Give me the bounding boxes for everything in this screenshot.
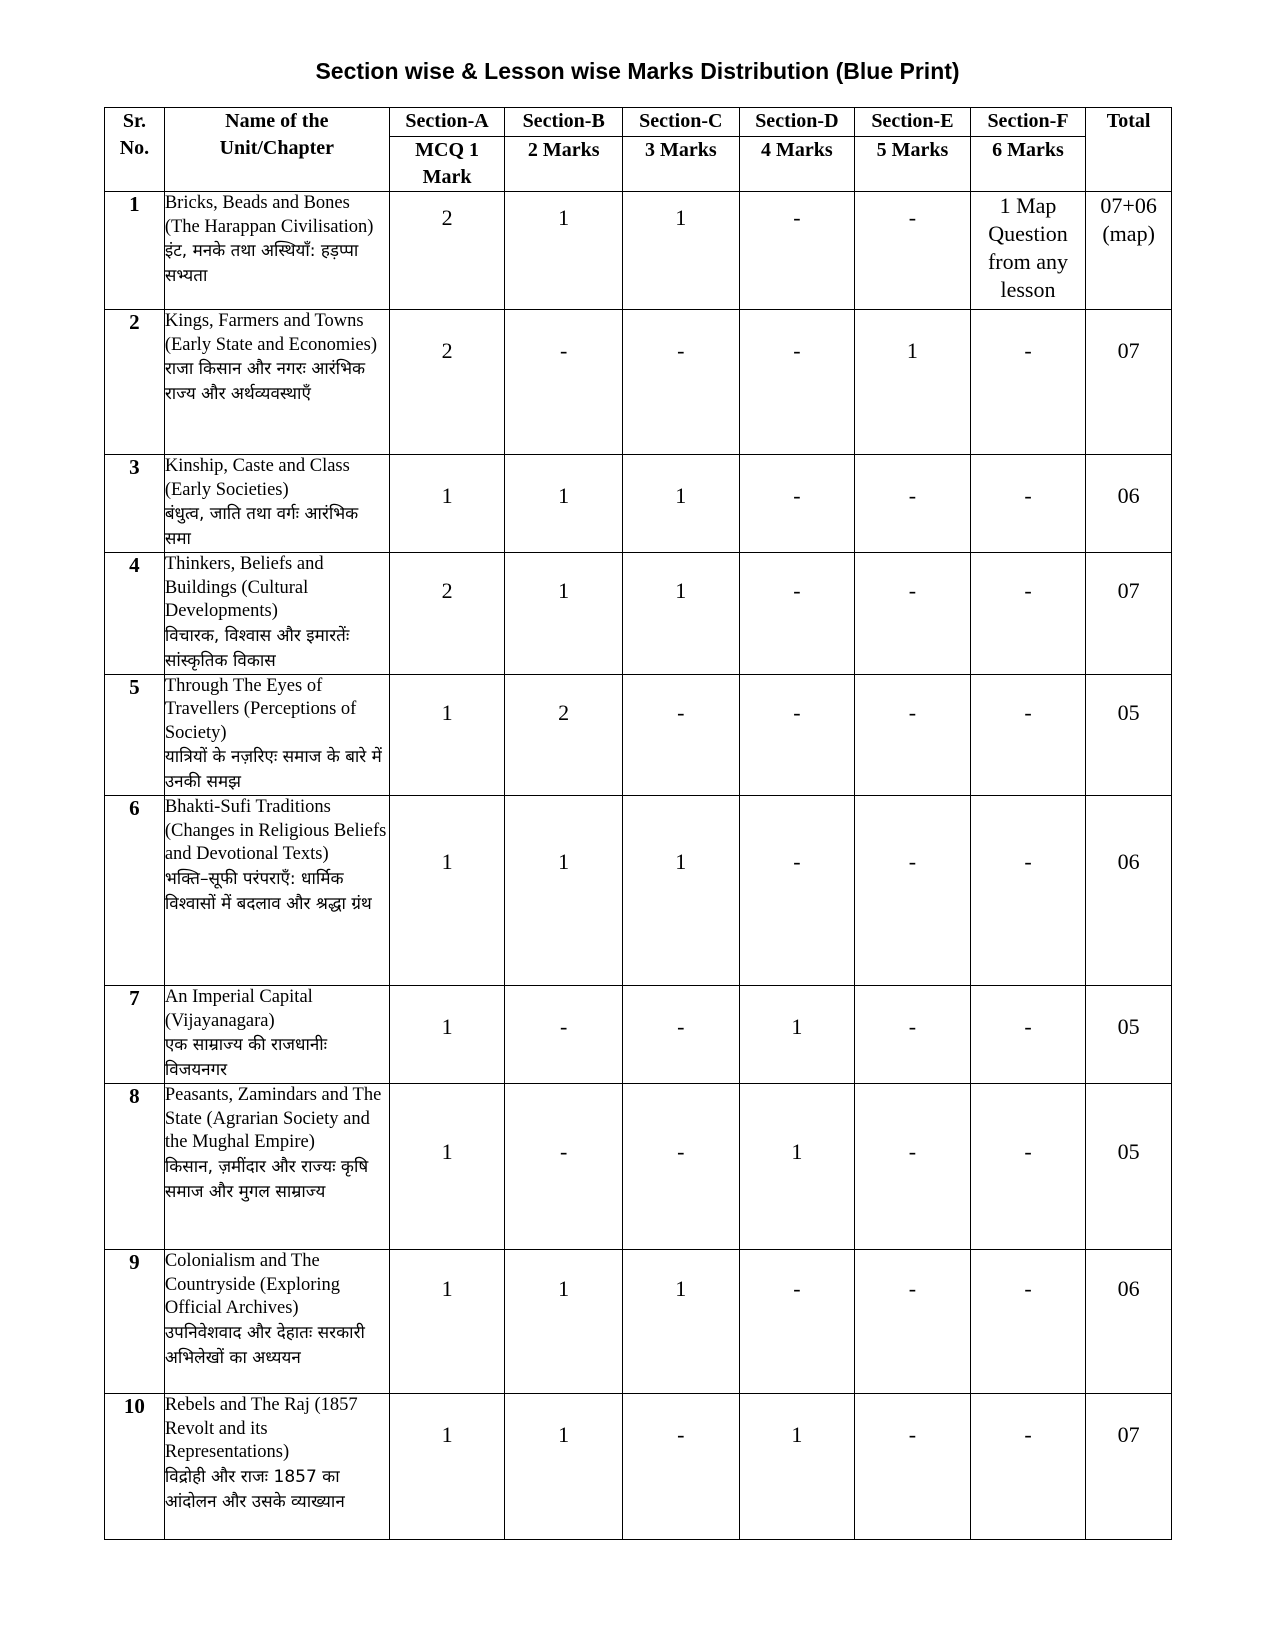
table-row [105,1394,1172,1540]
row-sr-no: 2 [105,310,165,455]
cell-value: 05 [1117,699,1140,725]
row-sr-no: 7 [105,986,165,1084]
header-section-a-marks: MCQ 1 Mark [389,137,505,192]
row-section-e-marks [855,553,971,675]
row-section-e-marks [855,1250,971,1394]
cell-value: 07 [1117,1422,1140,1447]
row-sr-no: 5 [105,674,165,796]
row-section-e-marks [855,192,971,310]
row-section-b-marks [505,455,623,553]
cell-value: - [1024,699,1032,725]
row-section-b-marks [505,310,623,455]
row-section-f-marks [970,455,1086,553]
cell-value: 1 [441,849,453,874]
cell-value: 1 [558,849,570,874]
header-unit-chapter: Name of the Unit/Chapter [164,108,389,192]
chapter-name-hindi: विचारक, विश्वास और इमारतेंः सांस्कृतिक विकास [164,625,350,671]
cell-value: - [793,338,801,363]
chapter-name-hindi: उपनिवेशवाद और देहातः सरकारी अभिलेखों का अध्ययन [164,1322,365,1368]
row-chapter-name [164,674,389,796]
row-section-a-marks [389,1394,505,1540]
cell-value: 05 [1117,1014,1140,1039]
row-section-a-marks [389,986,505,1084]
chapter-name-hindi: एक साम्राज्य की राजधानीः विजयनगर [164,1035,328,1080]
row-section-f-marks [970,553,1086,675]
row-section-e-marks [855,310,971,455]
cell-value: - [1024,483,1032,508]
row-section-c-marks [622,455,739,553]
cell-value: - [793,849,801,874]
cell-value: - [1024,1276,1032,1301]
row-section-d-marks [739,1084,855,1250]
cell-value: - [677,1422,685,1447]
row-section-e-marks [855,674,971,796]
chapter-name-english: Through The Eyes of Travellers (Perceptions of Society) [164,675,357,743]
page-title: Section wise & Lesson wise Marks Distribution (Blue Print) [315,58,960,84]
chapter-name-english: Kinship, Caste and Class (Early Societies) [164,456,350,500]
row-section-b-marks [505,986,623,1084]
table-row [105,674,1172,796]
cell-value: - [677,1014,685,1039]
cell-value: 1 [558,205,570,230]
cell-value: 1 [791,1422,803,1447]
row-section-b-marks [505,1394,623,1540]
row-section-e-marks [855,1394,971,1540]
cell-value: - [560,338,568,363]
row-sr-no: 6 [105,796,165,986]
cell-value: 2 [441,338,453,363]
row-section-f-marks [970,674,1086,796]
cell-value: 1 [558,1276,570,1301]
row-chapter-name [164,1250,389,1394]
cell-value: 1 [441,1139,453,1164]
chapter-name-hindi: विद्रोही और राजः 1857 का आंदोलन और उसके व्याख्यान [164,1466,345,1512]
cell-value: - [1024,1014,1032,1039]
row-section-b-marks [505,192,623,310]
row-section-b-marks [505,1250,623,1394]
header-section-f: Section-F [970,108,1086,137]
chapter-name-hindi: इंट, मनके तथा अस्थियाँ: हड़प्पा सभ्यता [164,241,359,286]
cell-value: - [1024,338,1032,363]
row-section-c-marks [622,674,739,796]
header-section-d-marks: 4 Marks [739,137,855,192]
table-row [105,796,1172,986]
chapter-name-english: Bhakti-Sufi Traditions (Changes in Religious Beliefs and Devotional Texts) [164,797,387,864]
cell-value: - [908,1422,917,1447]
chapter-name-hindi: बंधुत्व, जाति तथा वर्गः आरंभिक समा [164,504,359,549]
cell-value: 2 [441,578,453,603]
cell-value: - [677,338,685,363]
chapter-name-english: Kings, Farmers and Towns (Early State and Economies) [164,311,378,355]
cell-value: - [1024,578,1032,603]
row-section-d-marks [739,1394,855,1540]
row-chapter-name [164,310,389,455]
header-total: Total [1086,108,1172,192]
row-sr-no: 8 [105,1084,165,1250]
cell-value: 06 [1117,849,1140,874]
cell-value: 1 [441,1422,453,1447]
row-sr-no: 10 [105,1394,165,1540]
cell-value: - [908,1276,917,1301]
cell-value: - [677,1139,685,1164]
row-section-f-marks [970,1250,1086,1394]
table-row [105,986,1172,1084]
cell-value: - [908,849,917,874]
cell-value: - [677,699,685,725]
cell-value: - [1024,849,1032,874]
row-sr-no: 4 [105,553,165,675]
row-sr-no: 1 [105,192,165,310]
row-section-e-marks [855,986,971,1084]
cell-value: - [793,699,801,725]
row-total [1086,1084,1172,1250]
row-section-a-marks [389,310,505,455]
row-section-a-marks [389,553,505,675]
cell-value: - [793,483,801,508]
header-sr-no: Sr. No. [105,108,165,192]
cell-value: - [793,578,801,603]
row-section-b-marks [505,1084,623,1250]
row-section-c-marks [622,796,739,986]
cell-value: - [908,1139,917,1164]
row-total [1086,1394,1172,1540]
row-section-c-marks [622,553,739,675]
cell-value: - [560,1014,568,1039]
row-chapter-name [164,986,389,1084]
marks-distribution-table [104,107,1172,1540]
row-total: 07+06 (map) [1086,192,1172,310]
table-row [105,1084,1172,1250]
row-chapter-name [164,1394,389,1540]
header-section-a: Section-A [389,108,505,137]
cell-value: - [908,578,917,603]
header-section-c: Section-C [622,108,739,137]
row-section-c-marks [622,1394,739,1540]
row-chapter-name [164,553,389,675]
row-chapter-name [164,192,389,310]
row-total [1086,796,1172,986]
row-section-f-marks [970,1084,1086,1250]
header-section-c-marks: 3 Marks [622,137,739,192]
row-section-d-marks [739,796,855,986]
chapter-name-english: Rebels and The Raj (1857 Revolt and its Representations) [164,1395,358,1462]
cell-value: 2 [441,205,453,230]
row-section-f-marks [970,796,1086,986]
row-section-d-marks [739,455,855,553]
chapter-name-english: Peasants, Zamindars and The State (Agrarian Society and the Mughal Empire) [164,1085,382,1152]
cell-value: - [908,699,917,725]
cell-value: 1 [441,699,453,725]
chapter-name-hindi: यात्रियों के नज़रिएः समाज के बारे में उनकी समझ [164,747,382,792]
cell-value: 1 [441,1276,453,1301]
chapter-name-hindi: भक्ति–सूफी परंपराएँ: धार्मिक विश्वासों में बदलाव और श्रद्धा ग्रंथ [164,868,372,914]
row-section-f-marks [970,986,1086,1084]
row-total [1086,455,1172,553]
row-section-d-marks [739,553,855,675]
row-chapter-name [164,455,389,553]
row-section-c-marks [622,192,739,310]
row-section-a-marks [389,674,505,796]
row-section-e-marks [855,1084,971,1250]
cell-value: 1 [441,1014,453,1039]
table-row [105,553,1172,675]
table-row [105,1250,1172,1394]
cell-value: - [560,1139,568,1164]
header-section-f-marks: 6 Marks [970,137,1086,192]
cell-value: 1 [675,1276,687,1301]
row-section-f-marks [970,1394,1086,1540]
chapter-name-english: Thinkers, Beliefs and Buildings (Cultural Developments) [164,554,324,621]
table-row [105,192,1172,310]
table-row [105,455,1172,553]
row-section-a-marks [389,1084,505,1250]
row-section-a-marks [389,455,505,553]
row-section-c-marks [622,986,739,1084]
chapter-name-english: Bricks, Beads and Bones (The Harappan Civilisation) [164,193,374,237]
row-section-c-marks [622,310,739,455]
table-row [105,310,1172,455]
chapter-name-hindi: किसान, ज़मींदार और राज्यः कृषि समाज और मुगल साम्राज्य [164,1156,369,1202]
row-sr-no: 3 [105,455,165,553]
row-total [1086,1250,1172,1394]
cell-value: 1 [906,338,918,363]
row-section-c-marks [622,1250,739,1394]
cell-value: 1 [675,205,687,230]
row-chapter-name [164,796,389,986]
row-section-b-marks [505,553,623,675]
row-section-d-marks [739,1250,855,1394]
cell-value: 1 [558,483,570,508]
cell-value: - [908,205,917,230]
cell-value: 1 [791,1014,803,1039]
cell-value: 2 [558,699,570,725]
row-section-d-marks [739,192,855,310]
row-section-b-marks [505,674,623,796]
chapter-name-hindi: राजा किसान और नगरः आरंभिक राज्य और अर्थव्यवस्थाएँ [164,359,366,404]
cell-value: 1 [558,578,570,603]
row-section-d-marks [739,674,855,796]
row-total [1086,553,1172,675]
header-section-d: Section-D [739,108,855,137]
row-total [1086,310,1172,455]
cell-value: 07 [1117,338,1140,363]
row-section-a-marks [389,1250,505,1394]
header-section-b: Section-B [505,108,623,137]
cell-value: - [908,1014,917,1039]
row-section-c-marks [622,1084,739,1250]
row-section-d-marks [739,310,855,455]
cell-value: 06 [1117,483,1140,508]
cell-value: 06 [1117,1276,1140,1301]
row-section-f-marks: 1 Map Question from any lesson [970,192,1086,310]
cell-value: 1 [675,483,687,508]
cell-value: 1 [675,849,687,874]
cell-value: - [1024,1139,1032,1164]
cell-value: - [908,483,917,508]
cell-value: 1 [791,1139,803,1164]
cell-value: 07 [1117,578,1140,603]
header-section-e: Section-E [855,108,971,137]
cell-value: - [1024,1422,1032,1447]
table-body [105,192,1172,1540]
row-sr-no: 9 [105,1250,165,1394]
header-section-e-marks: 5 Marks [855,137,971,192]
row-section-e-marks [855,455,971,553]
row-chapter-name [164,1084,389,1250]
cell-value: 1 [558,1422,570,1447]
chapter-name-english: Colonialism and The Countryside (Exploring Official Archives) [164,1251,341,1318]
header-section-b-marks: 2 Marks [505,137,623,192]
chapter-name-english: An Imperial Capital (Vijayanagara) [164,987,313,1031]
row-total [1086,986,1172,1084]
row-section-e-marks [855,796,971,986]
cell-value: 1 [441,483,453,508]
row-section-f-marks [970,310,1086,455]
cell-value: 05 [1117,1139,1140,1164]
row-total [1086,674,1172,796]
cell-value: - [793,205,801,230]
row-section-a-marks [389,192,505,310]
cell-value: 1 [675,578,687,603]
cell-value: - [793,1276,801,1301]
row-section-b-marks [505,796,623,986]
row-section-d-marks [739,986,855,1084]
row-section-a-marks [389,796,505,986]
